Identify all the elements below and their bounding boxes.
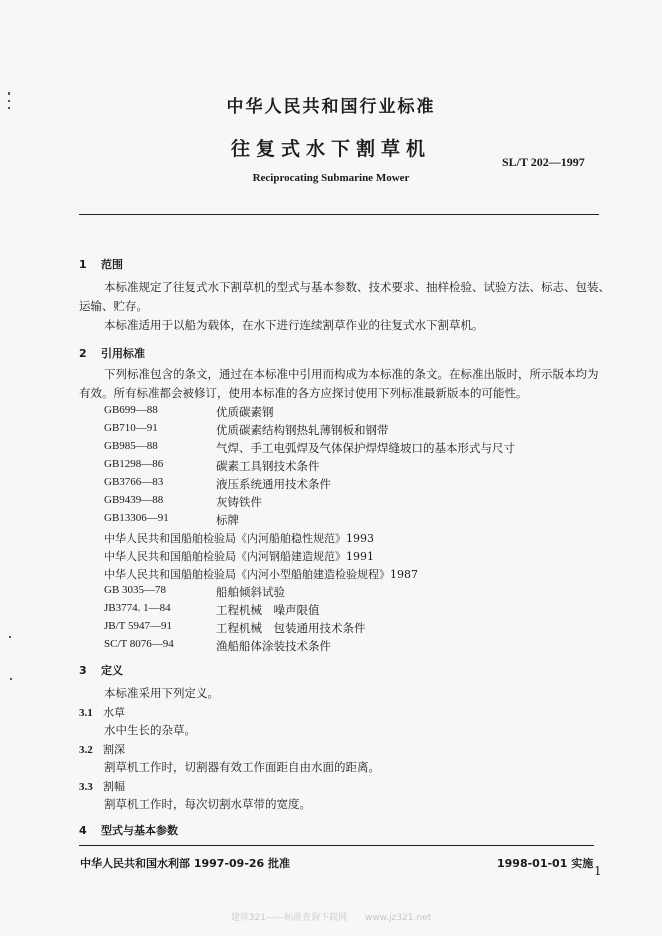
ref-title: 优质碳素结构钢热轧薄钢板和钢带 (216, 423, 389, 437)
scan-speck (8, 92, 10, 95)
section-title: 型式与基本参数 (101, 824, 178, 837)
s2-paragraph-line-1: 下列标准包含的条文，通过在本标准中引用而构成为本标准的条文。在标准出版时，所示版本均为 (104, 367, 599, 381)
ref-title: 船舶倾斜试验 (216, 585, 285, 599)
ref-title: 碳素工具钢技术条件 (216, 459, 320, 473)
section-number: 3 (79, 664, 87, 677)
ref-code: JB/T 5947—91 (104, 620, 172, 632)
english-title: Reciprocating Submarine Mower (252, 172, 410, 184)
section-number: 1 (79, 258, 87, 271)
scan-speck (9, 636, 11, 638)
ref-title: 气焊、手工电弧焊及气体保护焊焊缝坡口的基本形式与尺寸 (216, 441, 515, 455)
header-rule (79, 214, 599, 215)
definition-3-3-heading (79, 778, 125, 794)
definition-text: 割草机工作时，切割器有效工作面距自由水面的距离。 (104, 760, 380, 774)
definition-3-2-heading (79, 741, 125, 757)
ref-title: 工程机械 包装通用技术条件 (216, 621, 366, 635)
s1-paragraph-1-line-1: 本标准规定了往复式水下割草机的型式与基本参数、技术要求、抽样检验、试验方法、标志、包装、 (104, 280, 610, 294)
ref-org: 中华人民共和国船舶检验局《内河钢船建造规范》1991 (104, 550, 374, 563)
s2-paragraph-line-2: 有效。所有标准都会被修订，使用本标准的各方应探讨使用下列标准最新版本的可能性。 (79, 386, 528, 400)
definition-3-1-heading (79, 704, 125, 720)
section-number: 2 (79, 347, 87, 360)
section-3-heading (79, 662, 123, 678)
section-4-heading (79, 822, 178, 838)
ref-title: 优质碳素钢 (216, 405, 274, 419)
ref-code: GB9439—88 (104, 494, 164, 506)
ref-code: JB3774. 1—84 (104, 602, 171, 614)
implementation-date: 1998-01-01 实施 (497, 857, 594, 870)
document-title: 往复式水下割草机 (230, 138, 431, 160)
footer-rule (79, 845, 594, 846)
definition-term: 割幅 (103, 780, 125, 793)
approval-line: 中华人民共和国水利部 1997-09-26 批准 (80, 857, 291, 870)
scan-speck (8, 100, 10, 102)
section-title: 范围 (101, 258, 123, 271)
ref-code: SC/T 8076—94 (104, 638, 174, 650)
ref-title: 灰铸铁件 (216, 495, 262, 509)
s3-intro: 本标准采用下列定义。 (104, 686, 219, 700)
standard-code: SL/T 202—1997 (502, 155, 585, 169)
ref-title: 工程机械 噪声限值 (216, 603, 320, 617)
ref-code: GB 3035—78 (104, 584, 167, 596)
ref-code: GB1298—86 (104, 458, 164, 470)
definition-number: 3.1 (79, 707, 93, 719)
ref-title: 液压系统通用技术条件 (216, 477, 331, 491)
section-2-heading (79, 345, 145, 361)
page-number: 1 (594, 864, 602, 878)
section-title: 引用标准 (101, 347, 145, 360)
ref-title: 渔船船体涂装技术条件 (216, 639, 331, 653)
watermark: 建筑321——标准查询下载网 www.jz321.net (230, 913, 432, 923)
standard-type: 中华人民共和国行业标准 (226, 97, 436, 117)
definition-text: 割草机工作时，每次切割水草带的宽度。 (104, 797, 311, 811)
s1-paragraph-1-line-2: 运输、贮存。 (79, 299, 148, 313)
definition-text: 水中生长的杂草。 (104, 723, 196, 737)
section-title: 定义 (101, 664, 123, 677)
definition-term: 水草 (103, 706, 125, 719)
definition-number: 3.2 (79, 744, 93, 756)
section-1-heading (79, 256, 123, 272)
scan-speck (10, 678, 12, 680)
definition-term: 割深 (103, 743, 125, 756)
definition-number: 3.3 (79, 781, 93, 793)
ref-code: GB985—88 (104, 440, 158, 452)
ref-title: 标牌 (216, 513, 239, 527)
scan-speck (8, 107, 10, 109)
section-number: 4 (79, 824, 87, 837)
ref-code: GB710—91 (104, 422, 158, 434)
ref-code: GB699—88 (104, 404, 158, 416)
s1-paragraph-2: 本标准适用于以船为载体，在水下进行连续割草作业的往复式水下割草机。 (104, 318, 484, 332)
ref-code: GB13306—91 (104, 512, 169, 524)
ref-org: 中华人民共和国船舶检验局《内河船舶稳性规范》1993 (104, 532, 374, 545)
ref-org: 中华人民共和国船舶检验局《内河小型船舶建造检验规程》1987 (104, 568, 418, 581)
ref-code: GB3766—83 (104, 476, 164, 488)
